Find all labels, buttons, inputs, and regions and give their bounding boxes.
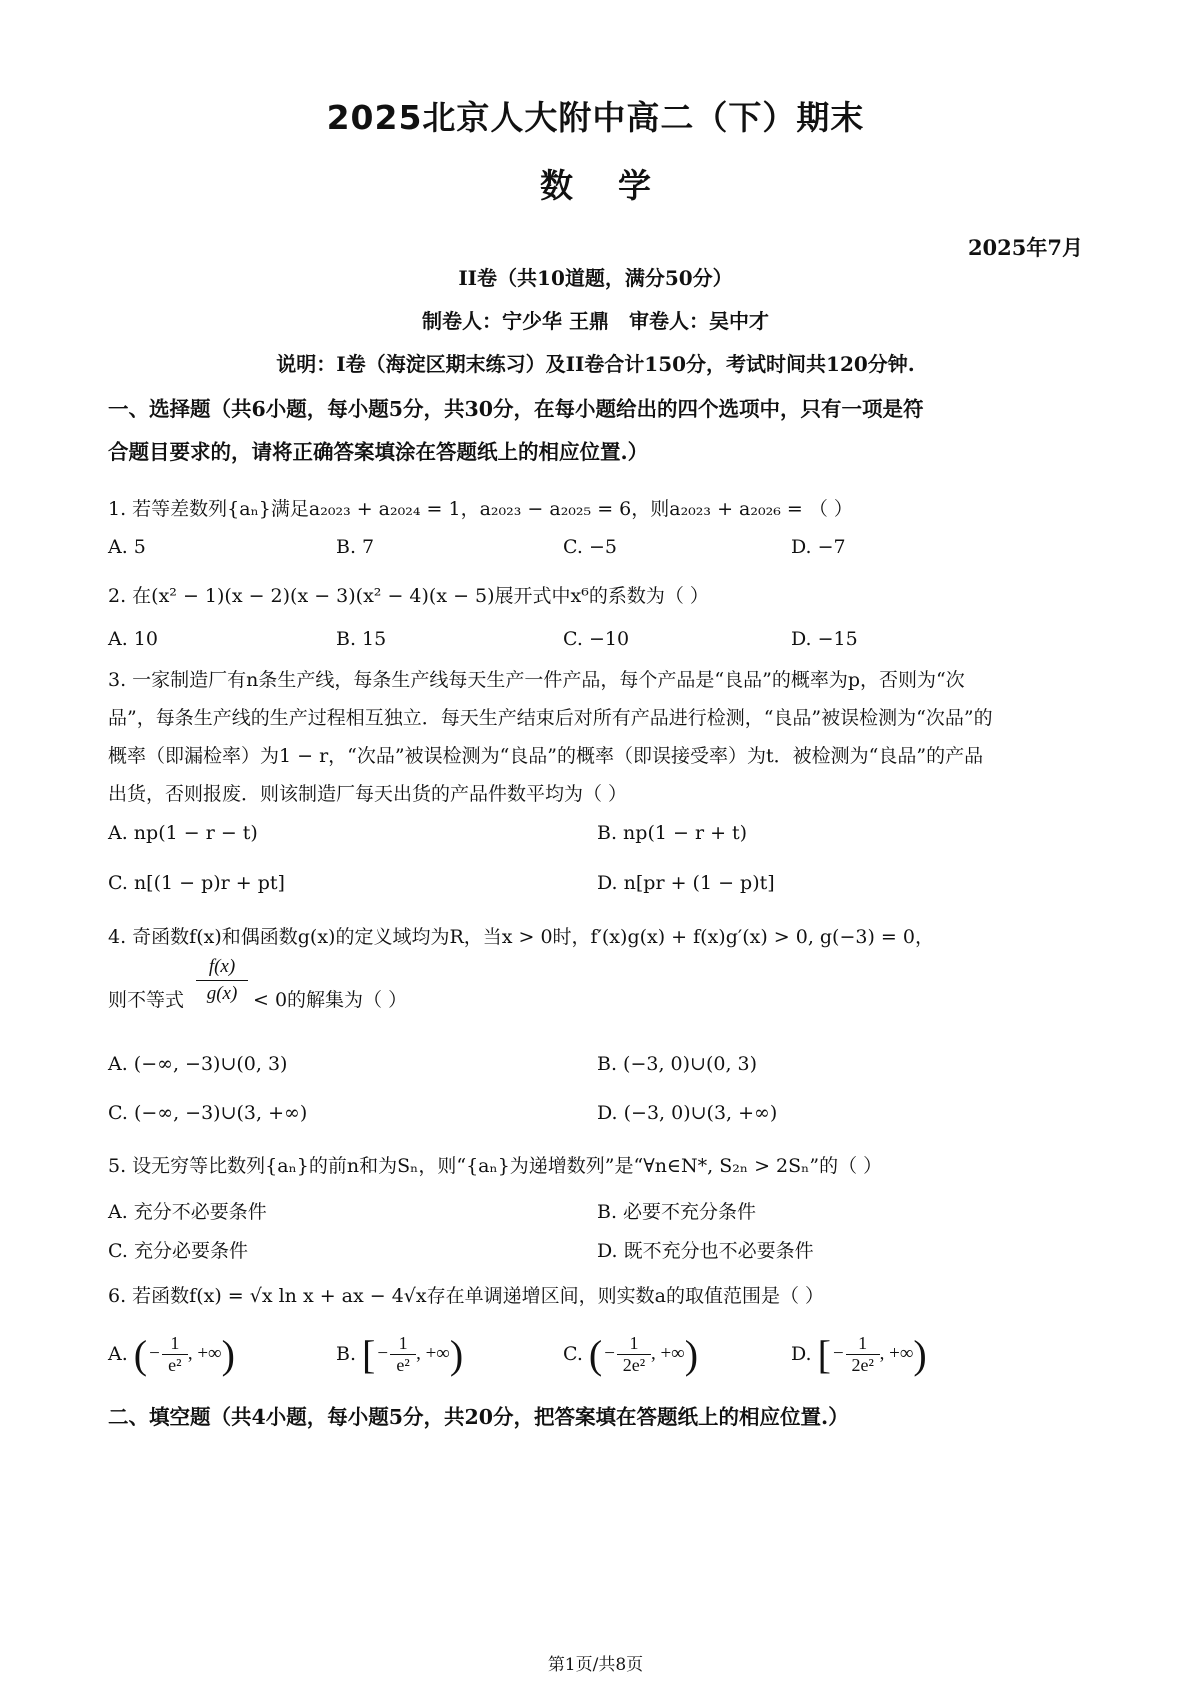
q6-option-c-minus: − xyxy=(604,1343,615,1364)
exam-date: 2025年7月 xyxy=(967,235,1083,260)
q6-option-b-label: B. xyxy=(336,1343,357,1365)
q4-option-b: B. (−3, 0)∪(0, 3) xyxy=(597,1053,758,1075)
q6-option-a-left-bracket: ( xyxy=(133,1331,148,1377)
q6-option-a xyxy=(108,1326,235,1382)
q2-option-b: B. 15 xyxy=(336,628,387,650)
q6-option-c-numerator: 1 xyxy=(629,1332,639,1353)
q6-option-c-right-bracket: ) xyxy=(684,1331,699,1377)
q6-option-b xyxy=(336,1326,463,1382)
q6-option-d xyxy=(791,1326,927,1382)
question-4-line2-pre: 则不等式 xyxy=(108,989,185,1011)
q6-option-d-fraction xyxy=(846,1333,880,1376)
q4-fraction xyxy=(196,956,248,1005)
q6-option-a-tail: , +∞ xyxy=(187,1343,222,1364)
section2-heading: 二、填空题（共4小题，每小题5分，共20分，把答案填在答题纸上的相应位置.） xyxy=(108,1405,849,1429)
q2-option-c: C. −10 xyxy=(563,628,630,650)
subject-title: 数学 xyxy=(540,166,696,205)
q2-option-a: A. 10 xyxy=(108,628,158,650)
q6-option-d-numerator: 1 xyxy=(858,1332,868,1353)
q6-option-d-minus: − xyxy=(832,1343,844,1364)
q3-option-b: B. np(1 − r + t) xyxy=(597,822,748,844)
q6-option-b-tail: , +∞ xyxy=(416,1343,450,1364)
q3-option-c: C. n[(1 − p)r + pt] xyxy=(108,872,285,894)
q6-option-c-tail: , +∞ xyxy=(650,1343,685,1364)
page-footer: 第1页/共8页 xyxy=(547,1655,644,1675)
question-2-stem: 2. 在(x² − 1)(x − 2)(x − 3)(x² − 4)(x − 5)展开式中x⁶的系数为（ ） xyxy=(108,585,709,607)
q6-option-d-label: D. xyxy=(791,1343,812,1365)
q4-fraction-numerator: f(x) xyxy=(208,956,236,977)
q6-option-b-fraction xyxy=(390,1333,416,1376)
q6-option-a-numerator: 1 xyxy=(170,1332,180,1353)
q6-option-c-fraction xyxy=(617,1333,651,1376)
q4-option-d: D. (−3, 0)∪(3, +∞) xyxy=(597,1102,778,1124)
q5-option-b: B. 必要不充分条件 xyxy=(597,1201,757,1223)
q6-option-d-tail: , +∞ xyxy=(879,1343,914,1364)
question-3-line1: 3. 一家制造厂有n条生产线，每条生产线每天生产一件产品，每个产品是“良品”的概率为p，否则为“次 xyxy=(108,669,965,691)
section1-heading-line2: 合题目要求的，请将正确答案填涂在答题纸上的相应位置.） xyxy=(108,440,649,464)
q6-option-d-left-bracket: [ xyxy=(817,1331,831,1377)
question-4-line2-post: < 0的解集为（ ） xyxy=(253,989,408,1011)
q6-option-a-minus: − xyxy=(149,1343,160,1364)
section1-heading-line1: 一、选择题（共6小题，每小题5分，共30分，在每小题给出的四个选项中，只有一项是符 xyxy=(108,397,924,421)
q6-option-d-right-bracket: ) xyxy=(913,1331,927,1377)
question-3-line3: 概率（即漏检率）为1 − r，“次品”被误检测为“良品”的概率（即误接受率）为t．被检测为“良品”的产品 xyxy=(108,745,984,767)
q6-option-c-label: C. xyxy=(563,1343,583,1365)
q6-option-b-right-bracket: ) xyxy=(449,1331,464,1377)
q1-option-a: A. 5 xyxy=(108,536,146,558)
q4-option-c: C. (−∞, −3)∪(3, +∞) xyxy=(108,1102,308,1124)
q6-option-d-denominator: 2e² xyxy=(851,1354,874,1375)
authors-line: 制卷人：宁少华 王鼎 审卷人：吴中才 xyxy=(422,309,769,333)
q6-option-c-denominator: 2e² xyxy=(622,1354,646,1375)
question-6-stem: 6. 若函数f(x) = √x ln x + ax − 4√x存在单调递增区间，则实数a的取值范围是（ ） xyxy=(108,1285,824,1307)
q6-option-c-left-bracket: ( xyxy=(588,1331,603,1377)
question-4-line1: 4. 奇函数f(x)和偶函数g(x)的定义域均为R，当x > 0时，f′(x)g(x) + f(x)g′(x) > 0, g(−3) = 0， xyxy=(108,926,934,948)
q4-fraction-bar xyxy=(196,980,248,981)
question-1-stem: 1. 若等差数列{aₙ}满足a₂₀₂₃ + a₂₀₂₄ = 1，a₂₀₂₃ − a₂₀₂₅ = 6，则a₂₀₂₃ + a₂₀₂₆ = （ ） xyxy=(108,498,853,520)
q6-option-c xyxy=(563,1326,698,1382)
q6-option-b-left-bracket: [ xyxy=(362,1331,376,1377)
q6-option-a-fraction xyxy=(162,1333,188,1376)
q6-option-b-denominator: e² xyxy=(396,1354,410,1375)
q5-option-c: C. 充分必要条件 xyxy=(108,1240,248,1262)
q1-option-b: B. 7 xyxy=(336,536,375,558)
q6-option-b-minus: − xyxy=(377,1343,389,1364)
q4-option-a: A. (−∞, −3)∪(0, 3) xyxy=(108,1053,288,1075)
question-3-line2: 品”，每条生产线的生产过程相互独立．每天生产结束后对所有产品进行检测，“良品”被误检测为“次品”的 xyxy=(108,707,993,729)
volume-info: II卷（共10道题，满分50分） xyxy=(458,266,733,290)
q2-option-d: D. −15 xyxy=(791,628,858,650)
q3-option-d: D. n[pr + (1 − p)t] xyxy=(597,872,775,894)
q3-option-a: A. np(1 − r − t) xyxy=(108,822,258,844)
page-title: 2025北京人大附中高二（下）期末 xyxy=(326,98,865,137)
q5-option-d: D. 既不充分也不必要条件 xyxy=(597,1240,814,1262)
q1-option-c: C. −5 xyxy=(563,536,617,558)
q6-option-a-denominator: e² xyxy=(168,1354,182,1375)
q6-option-b-numerator: 1 xyxy=(398,1332,408,1353)
q4-fraction-denominator: g(x) xyxy=(206,983,238,1004)
q1-option-d: D. −7 xyxy=(791,536,846,558)
exam-note: 说明：I卷（海淀区期末练习）及II卷合计150分，考试时间共120分钟. xyxy=(276,352,915,376)
q5-option-a: A. 充分不必要条件 xyxy=(108,1201,267,1223)
question-5-stem: 5. 设无穷等比数列{aₙ}的前n和为Sₙ，则“{aₙ}为递增数列”是“∀n∈N*, S₂ₙ > 2Sₙ”的（ ） xyxy=(108,1155,883,1177)
q6-option-a-label: A. xyxy=(108,1343,128,1365)
q6-option-a-right-bracket: ) xyxy=(221,1331,235,1377)
question-3-line4: 出货，否则报废．则该制造厂每天出货的产品件数平均为（ ） xyxy=(108,783,628,805)
